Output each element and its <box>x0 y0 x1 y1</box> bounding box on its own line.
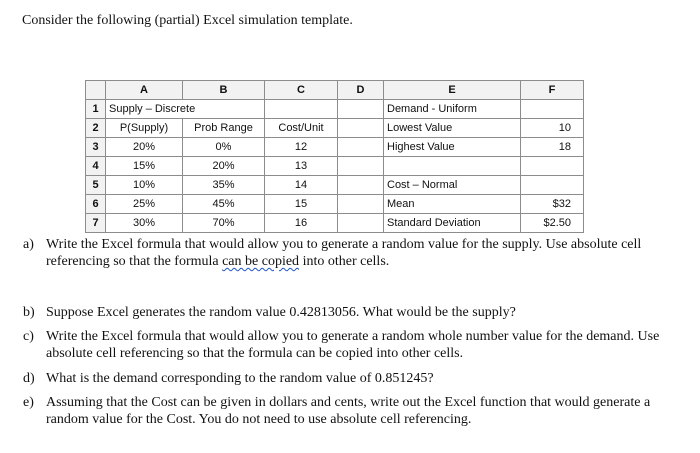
table-row <box>86 176 584 195</box>
cell-f3[interactable]: 18 <box>521 138 584 157</box>
cell-e3[interactable]: Highest Value <box>384 138 521 157</box>
cell-b5[interactable]: 35% <box>183 176 265 195</box>
column-header-e[interactable]: E <box>384 81 521 100</box>
cell-b6[interactable]: 45% <box>183 195 265 214</box>
cell-d1[interactable] <box>338 100 384 119</box>
cell-f1[interactable] <box>521 100 584 119</box>
cell-b3[interactable]: 0% <box>183 138 265 157</box>
column-header-f[interactable]: F <box>521 81 584 100</box>
cell-c5[interactable]: 14 <box>265 176 338 195</box>
cell-a5[interactable]: 10% <box>106 176 183 195</box>
column-header-b[interactable]: B <box>183 81 265 100</box>
cell-f4[interactable] <box>521 157 584 176</box>
row-header[interactable]: 1 <box>86 100 106 119</box>
question-letter: e) <box>23 395 34 410</box>
cell-d2[interactable] <box>338 119 384 138</box>
cell-a7[interactable]: 30% <box>106 214 183 233</box>
table-row <box>86 138 584 157</box>
question-text: Suppose Excel generates the random value 0.42813056. What would be the supply? <box>46 305 516 320</box>
row-header[interactable]: 3 <box>86 138 106 157</box>
row-header[interactable]: 4 <box>86 157 106 176</box>
row-header[interactable]: 7 <box>86 214 106 233</box>
cell-b2[interactable]: Prob Range <box>183 119 265 138</box>
column-header-a[interactable]: A <box>106 81 183 100</box>
cell-e2[interactable]: Lowest Value <box>384 119 521 138</box>
row-header[interactable]: 5 <box>86 176 106 195</box>
question-c <box>23 328 691 362</box>
question-a <box>23 236 691 270</box>
cell-d5[interactable] <box>338 176 384 195</box>
question-letter: a) <box>23 237 34 252</box>
question-letter: d) <box>23 371 35 386</box>
cell-e1[interactable]: Demand - Uniform <box>384 100 521 119</box>
cell-c3[interactable]: 12 <box>265 138 338 157</box>
cell-d3[interactable] <box>338 138 384 157</box>
row-header[interactable]: 2 <box>86 119 106 138</box>
cell-a3[interactable]: 20% <box>106 138 183 157</box>
question-letter: b) <box>23 305 35 320</box>
cell-c2[interactable]: Cost/Unit <box>265 119 338 138</box>
row-header[interactable]: 6 <box>86 195 106 214</box>
spellcheck-marked-phrase: can be copied <box>222 254 300 269</box>
table-row <box>86 100 584 119</box>
question-b <box>23 304 691 321</box>
cell-c6[interactable]: 15 <box>265 195 338 214</box>
intro-text: Consider the following (partial) Excel simulation template. <box>22 13 353 28</box>
cell-e6[interactable]: Mean <box>384 195 521 214</box>
cell-b4[interactable]: 20% <box>183 157 265 176</box>
table-row <box>86 214 584 233</box>
cell-d4[interactable] <box>338 157 384 176</box>
question-d <box>23 370 691 387</box>
cell-a6[interactable]: 25% <box>106 195 183 214</box>
question-letter: c) <box>23 329 34 344</box>
column-header-d[interactable]: D <box>338 81 384 100</box>
question-text-part: Write the Excel formula that would allow you to generate a random value for the supply. Use absolute cell referencing so that the formula <box>46 237 642 269</box>
cell-c7[interactable]: 16 <box>265 214 338 233</box>
column-header-row <box>86 81 584 100</box>
question-e <box>23 394 691 428</box>
cell-d7[interactable] <box>338 214 384 233</box>
cell-e7[interactable]: Standard Deviation <box>384 214 521 233</box>
table-row <box>86 157 584 176</box>
question-text <box>46 236 691 270</box>
table-row <box>86 195 584 214</box>
corner-cell <box>86 81 106 100</box>
table-row <box>86 119 584 138</box>
question-text-part: into other cells. <box>299 254 390 269</box>
cell-f6[interactable]: $32 <box>521 195 584 214</box>
cell-c4[interactable]: 13 <box>265 157 338 176</box>
cell-d6[interactable] <box>338 195 384 214</box>
cell-f7[interactable]: $2.50 <box>521 214 584 233</box>
cell-a1[interactable]: Supply – Discrete <box>106 100 265 119</box>
question-text: What is the demand corresponding to the random value of 0.851245? <box>46 371 434 386</box>
question-text: Assuming that the Cost can be given in dollars and cents, write out the Excel function that would generate a random value for the Cost. You do not need to use absolute cell referencing. <box>46 395 651 427</box>
question-text: Write the Excel formula that would allow you to generate a random whole number value for the demand. Use absolute cell referencing so that the formula can be copied into other cells. <box>46 329 660 361</box>
column-header-c[interactable]: C <box>265 81 338 100</box>
cell-e5[interactable]: Cost – Normal <box>384 176 521 195</box>
cell-e4[interactable] <box>384 157 521 176</box>
cell-f2[interactable]: 10 <box>521 119 584 138</box>
cell-b7[interactable]: 70% <box>183 214 265 233</box>
cell-f5[interactable] <box>521 176 584 195</box>
cell-c1[interactable] <box>265 100 338 119</box>
cell-a4[interactable]: 15% <box>106 157 183 176</box>
cell-a2[interactable]: P(Supply) <box>106 119 183 138</box>
excel-template-table <box>85 80 584 233</box>
